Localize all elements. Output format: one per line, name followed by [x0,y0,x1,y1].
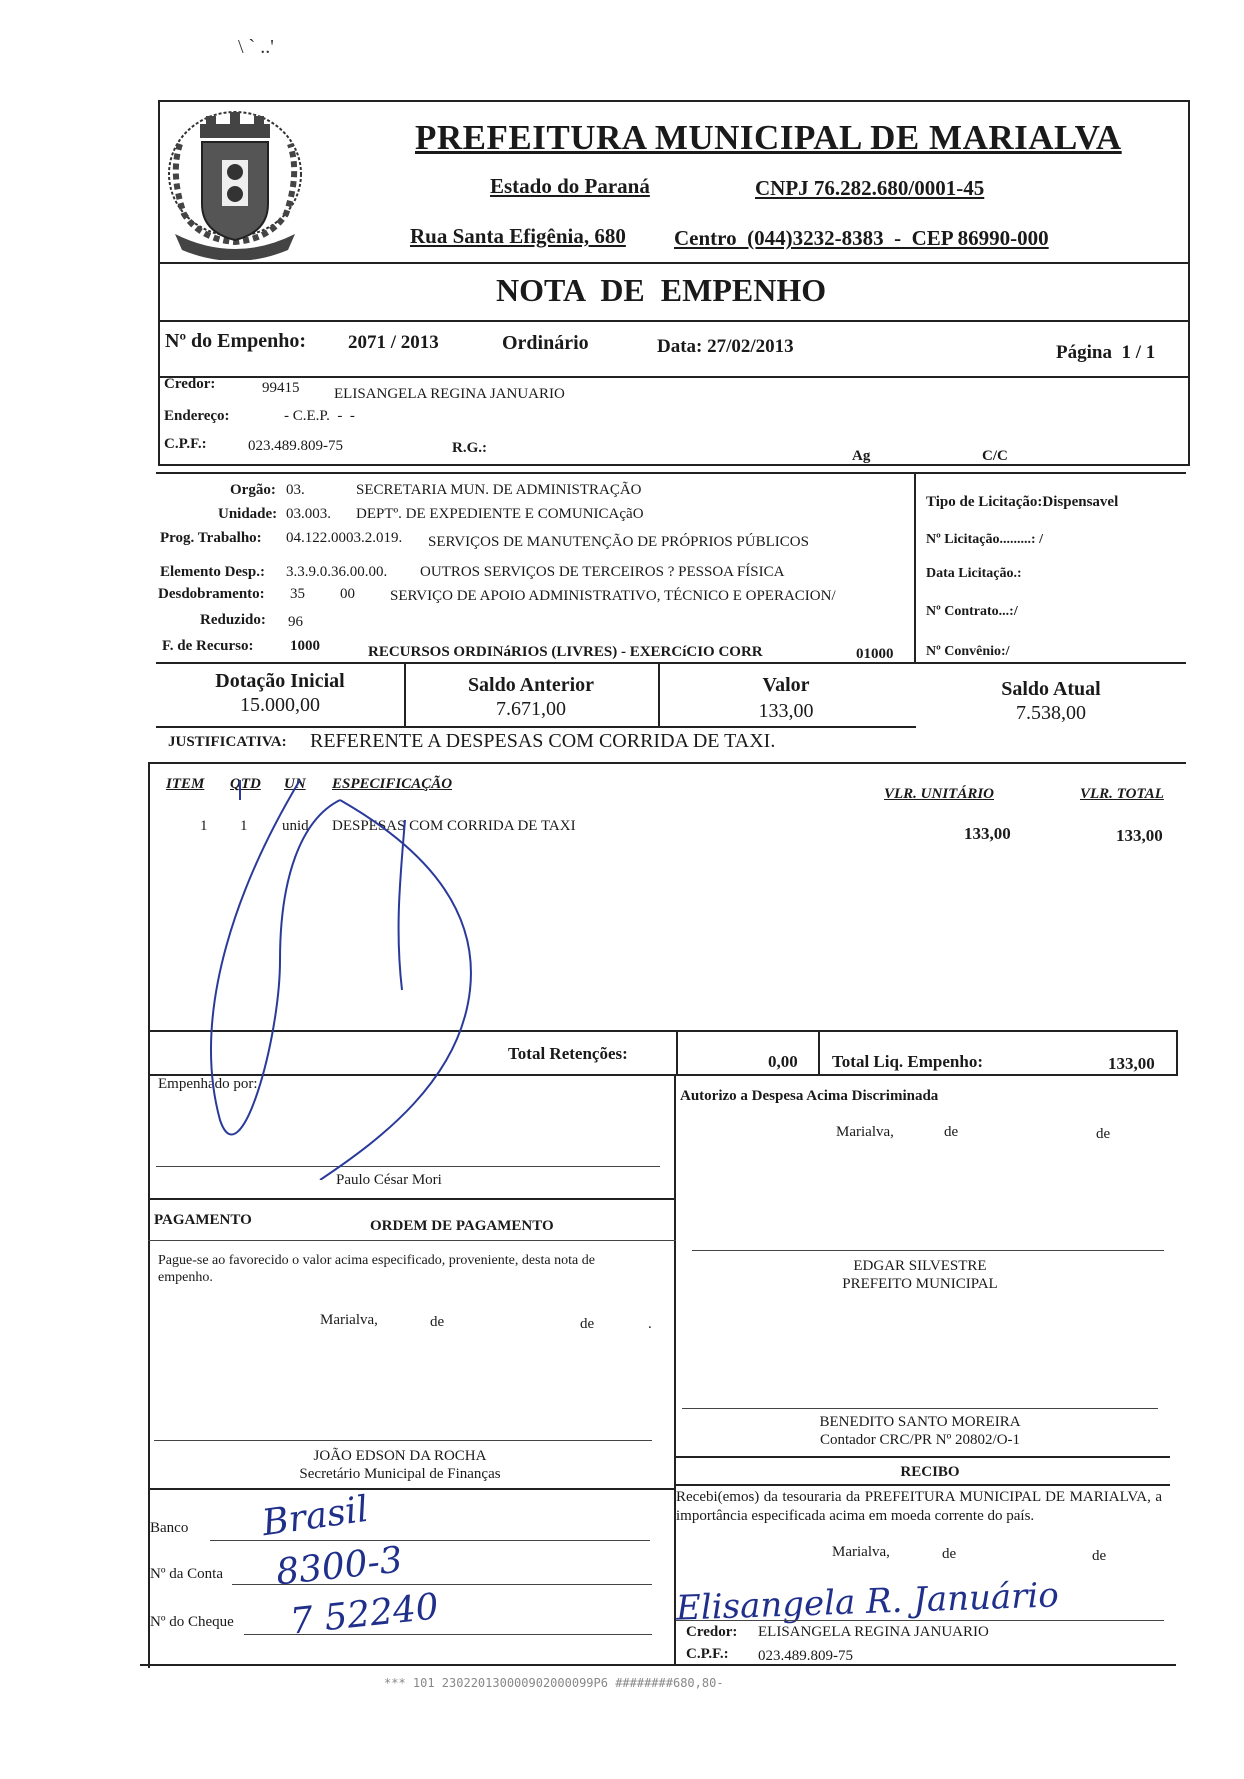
document-title: NOTA DE EMPENHO [496,272,827,308]
pagamento-de2: de [580,1316,595,1332]
dotacao-value: 15.000,00 [240,694,320,716]
recurso-name: RECURSOS ORDINáRIOS (LIVRES) - EXERCíCIO CORR [368,644,763,660]
prog-code: 04.122.0003.2.019. [286,530,403,546]
valor-value: 133,00 [758,700,814,722]
col-item: ITEM [166,776,205,792]
contador-name: BENEDITO SANTO MOREIRA [819,1414,1021,1430]
coat-of-arms-logo [160,104,310,260]
saldo-anterior-label: Saldo Anterior [467,674,595,696]
pen-scribble [180,760,520,1180]
justificativa-text: REFERENTE A DESPESAS COM CORRIDA DE TAXI. [310,730,776,752]
recibo-text: Recebi(emos) da tesouraria da PREFEITURA MUNICIPAL DE MARIALVA, a importância especificada acima em moeda corrente do país. [676,1489,1162,1524]
orgao-code: 03. [286,482,305,498]
state-name: Estado do Paraná [490,174,650,198]
justificativa-label: JUSTIFICATIVA: [168,734,287,750]
cheque-label: Nº do Cheque [150,1614,234,1630]
secretario-role: Secretário Municipal de Finanças [299,1466,501,1482]
contador-role: Contador CRC/PR Nº 20802/O-1 [819,1432,1021,1448]
ag-label: Ag [852,448,871,464]
recibo-de1: de [942,1546,957,1562]
amounts-top-line [156,662,1186,664]
contador-sign-line [682,1408,1158,1409]
empenho-divider [158,376,1188,378]
empenhado-name: Paulo César Mori [336,1172,442,1188]
licitacao-date: Data Licitação.: [926,566,1022,581]
scan-marks: \ ` ..' [238,36,274,58]
col-un: UN [284,776,306,792]
desdobramento-label: Desdobramento: [158,586,265,602]
col-qtd: QTD [230,776,261,792]
dotacao-label: Dotação Inicial [215,670,345,692]
street-address: Rua Santa Efigênia, 680 [410,224,626,248]
item-unit-value: 133,00 [964,824,1011,843]
reduzido-value: 96 [288,614,303,630]
recibo-credor-name: ELISANGELA REGINA JANUARIO [758,1624,989,1640]
credor-label: Credor: [164,376,216,392]
unidade-label: Unidade: [218,506,278,522]
licitacao-type: Tipo de Licitação:Dispensavel [926,494,1119,510]
col-vlr-total: VLR. TOTAL [1080,786,1164,802]
budget-top-line [156,472,1186,474]
saldo-atual-label: Saldo Atual [1001,678,1101,700]
recibo-place: Marialva, [832,1544,890,1560]
amounts-bottom-line [156,726,916,728]
licitacao-divider [914,474,916,664]
credor-code: 99415 [262,380,300,396]
desdobramento-name: SERVIÇO DE APOIO ADMINISTRATIVO, TÉCNICO E OPERACION/ [390,588,836,604]
totals-div2 [818,1030,820,1074]
prog-label: Prog. Trabalho: [160,530,262,546]
convenio-number: Nº Convênio:/ [926,644,1010,659]
banco-value[interactable]: Brasil [259,1488,371,1545]
cpf-label: C.P.F.: [164,436,207,452]
recibo-sign-line [676,1620,1164,1621]
prefeito-sign-line [692,1250,1164,1251]
empenho-number: 2071 / 2013 [348,332,439,353]
item-description: DESPESAS COM CORRIDA DE TAXI [332,818,576,834]
licitacao-number: Nº Licitação.........: / [926,532,1043,547]
credor-name: ELISANGELA REGINA JANUARIO [334,386,565,402]
address-value: - C.E.P. - - [284,408,355,424]
item-number: 1 [200,818,208,834]
pagamento-place: Marialva, [320,1312,378,1328]
col-especificacao: ESPECIFICAÇÃO [332,776,453,792]
elemento-label: Elemento Desp.: [160,564,265,580]
valor-label: Valor [762,674,810,696]
bank-top-line [148,1488,676,1490]
empenho-type: Ordinário [502,332,589,354]
page-number: Página 1 / 1 [1056,342,1156,363]
recibo-signature[interactable]: Elisangela R. Januário [675,1575,1060,1629]
ordem-pagamento-title: ORDEM DE PAGAMENTO [370,1218,554,1234]
cpf-value: 023.489.809-75 [248,438,343,454]
item-qty: 1 [240,818,248,834]
pagamento-dot: . [648,1316,652,1332]
item-unit: unid [282,818,309,834]
recibo-de2: de [1092,1548,1107,1564]
reduzido-label: Reduzido: [200,612,266,628]
recibo-title-line [674,1484,1170,1486]
banco-label: Banco [150,1520,189,1536]
saldo-anterior-value: 7.671,00 [496,698,566,720]
recurso-fonte: 01000 [856,646,894,662]
recibo-top-line [674,1456,1170,1458]
retencoes-label: Total Retenções: [508,1044,628,1063]
empenho-number-label: Nº do Empenho: [165,330,307,352]
conta-label: Nº da Conta [150,1566,223,1582]
unidade-code: 03.003. [286,506,331,522]
recibo-credor-label: Credor: [686,1624,738,1640]
pagamento-divider [148,1240,676,1241]
recibo-cpf-label: C.P.F.: [686,1646,729,1662]
retencoes-value: 0,00 [768,1052,798,1071]
totals-div1 [676,1030,678,1074]
prog-name: SERVIÇOS DE MANUTENÇÃO DE PRÓPRIOS PÚBLICOS [428,534,809,550]
empenho-date: Data: 27/02/2013 [657,336,794,357]
saldo-atual-value: 7.538,00 [1016,702,1086,724]
form-bottom-line [140,1664,1176,1666]
cc-label: C/C [982,448,1008,464]
elemento-name: OUTROS SERVIÇOS DE TERCEIROS ? PESSOA FÍSICA [420,564,785,580]
pagamento-label: PAGAMENTO [154,1212,252,1228]
conta-value[interactable]: 8300-3 [274,1539,405,1594]
recibo-cpf-value: 023.489.809-75 [758,1648,853,1664]
header-divider [158,262,1188,264]
autorizo-de1: de [944,1124,959,1140]
liquido-value: 133,00 [1108,1054,1155,1073]
orgao-name: SECRETARIA MUN. DE ADMINISTRAÇÃO [356,482,642,498]
item-total-value: 133,00 [1116,826,1163,845]
empenhado-label: Empenhado por: [158,1076,258,1092]
secretario-sign-line [154,1440,652,1441]
footer-barcode-text: *** 101 230220130000902000099P6 ########680,80- [384,1676,724,1690]
autorizo-place: Marialva, [836,1124,894,1140]
lower-center-divider [674,1074,676,1664]
pagamento-text: Pague-se ao favorecido o valor acima especificado, proveniente, desta nota de empenho. [158,1253,595,1285]
district-phone-cep: Centro (044)3232-8383 - CEP 86990-000 [674,226,1049,250]
desdobramento-code: 35 [290,586,305,602]
liquido-label: Total Liq. Empenho: [832,1052,983,1071]
recibo-title: RECIBO [900,1464,960,1480]
rg-label: R.G.: [452,440,487,456]
pagamento-de1: de [430,1314,445,1330]
unidade-name: DEPTº. DE EXPEDIENTE E COMUNICAçãO [356,506,644,522]
autorizo-de2: de [1096,1126,1111,1142]
empenhado-bottom-line [148,1198,676,1200]
table-right-border [1176,1030,1178,1076]
doc-title-divider [158,320,1188,322]
recurso-label: F. de Recurso: [162,638,254,654]
prefeito-role: PREFEITO MUNICIPAL [842,1276,998,1292]
orgao-label: Orgão: [230,482,276,498]
col-vlr-unitario: VLR. UNITÁRIO [884,786,995,802]
cheque-value[interactable]: 7 52240 [288,1586,441,1643]
contrato-number: Nº Contrato...:/ [926,604,1018,619]
elemento-code: 3.3.9.0.36.00.00. [286,564,388,580]
recurso-code: 1000 [290,638,320,654]
prefeito-name: EDGAR SILVESTRE [853,1258,987,1274]
secretario-name: JOÃO EDSON DA ROCHA [313,1448,487,1464]
autorizo-text: Autorizo a Despesa Acima Discriminada [680,1088,939,1104]
municipality-title: PREFEITURA MUNICIPAL DE MARIALVA [415,118,1122,157]
cnpj: CNPJ 76.282.680/0001-45 [755,176,985,200]
address-label: Endereço: [164,408,230,424]
desdobramento-sub: 00 [340,586,355,602]
